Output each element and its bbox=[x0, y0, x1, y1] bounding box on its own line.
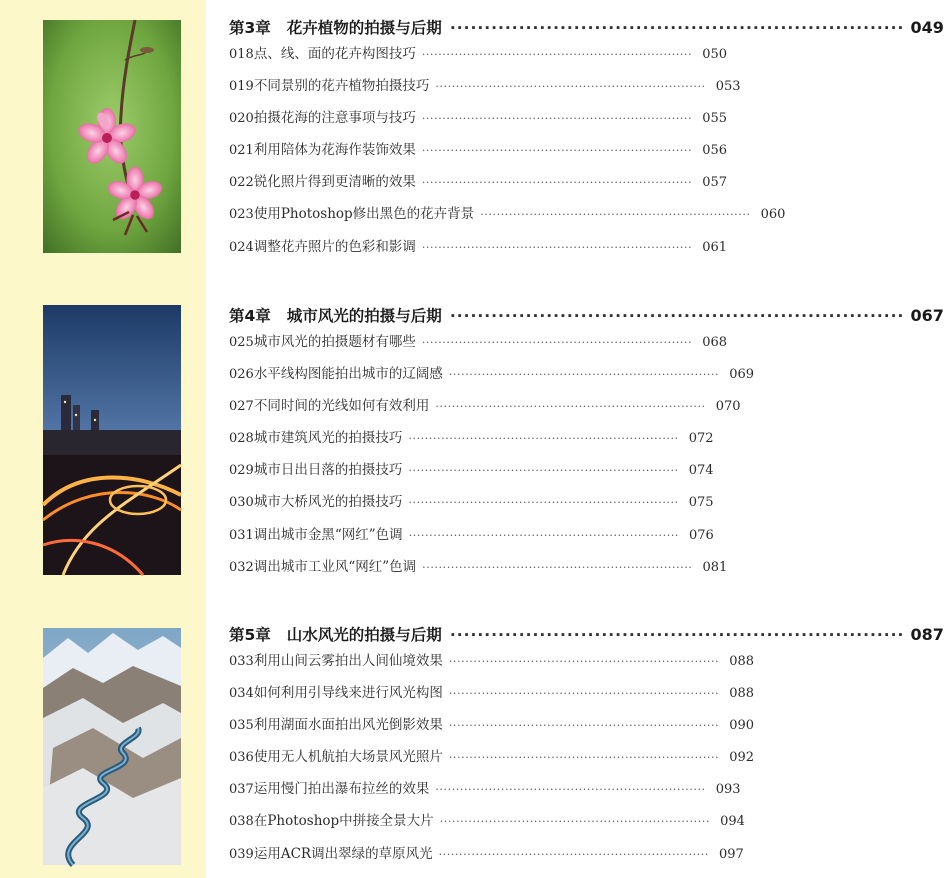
peach-blossom-photo bbox=[43, 20, 181, 253]
dot-leader: ·································································· bbox=[408, 464, 679, 478]
entry-number: 018 bbox=[229, 47, 254, 62]
toc-entry[interactable] bbox=[229, 42, 728, 74]
entry-page: 090 bbox=[729, 718, 755, 734]
entry-number: 027 bbox=[229, 399, 254, 415]
entry-title: 在Photoshop中拼接全景大片 bbox=[253, 813, 434, 830]
entry-title: 如何利用引导线来进行风光构图 bbox=[253, 685, 443, 702]
entry-number: 022 bbox=[229, 175, 254, 191]
entry-page: 094 bbox=[720, 814, 745, 830]
toc-entry[interactable] bbox=[229, 681, 755, 713]
entry-page: 068 bbox=[702, 335, 728, 350]
entry-number: 039 bbox=[229, 846, 254, 862]
entry-number: 026 bbox=[229, 367, 254, 383]
entry-number: 025 bbox=[229, 335, 254, 350]
dot-leader: ·································································· bbox=[421, 336, 693, 349]
entry-title: 调整花卉照片的色彩和影调 bbox=[253, 238, 416, 255]
toc-entry[interactable] bbox=[229, 74, 741, 106]
entry-title: 调出城市工业风“网红”色调 bbox=[253, 558, 417, 575]
dot-leader: ·································································· bbox=[448, 719, 720, 733]
entry-title: 拍摄花海的注意事项与技巧 bbox=[253, 110, 416, 127]
entry-number: 031 bbox=[229, 527, 254, 543]
chapter-section bbox=[229, 16, 944, 267]
chapter-number: 第3章 bbox=[229, 19, 271, 37]
entry-number: 029 bbox=[229, 463, 254, 479]
toc-entry[interactable] bbox=[229, 809, 745, 841]
entry-number: 030 bbox=[229, 495, 254, 511]
toc-entry[interactable] bbox=[229, 458, 714, 490]
entry-page: 057 bbox=[702, 175, 728, 191]
entry-number: 037 bbox=[229, 782, 254, 798]
dot-leader: ·································································· bbox=[448, 368, 720, 382]
city-night-photo bbox=[43, 305, 181, 575]
toc-entry[interactable] bbox=[229, 202, 786, 234]
entry-title: 调出城市金黑“网红”色调 bbox=[253, 526, 403, 543]
dot-leader: ·································································· bbox=[449, 626, 905, 644]
entry-page: 092 bbox=[729, 750, 755, 766]
entry-number: 032 bbox=[229, 559, 254, 575]
entry-number: 019 bbox=[229, 79, 254, 95]
dot-leader: ·································································· bbox=[449, 307, 905, 325]
toc-entry[interactable] bbox=[229, 713, 755, 745]
entry-title: 不同时间的光线如何有效利用 bbox=[253, 398, 430, 415]
entry-number: 034 bbox=[229, 686, 254, 702]
entry-page: 061 bbox=[702, 239, 728, 255]
dot-leader: ·································································· bbox=[421, 112, 693, 126]
dot-leader: ·································································· bbox=[422, 560, 693, 574]
toc-entry[interactable] bbox=[229, 426, 714, 458]
entry-title: 水平线构图能拍出城市的辽阔感 bbox=[253, 366, 443, 383]
entry-title: 不同景别的花卉植物拍摄技巧 bbox=[253, 78, 430, 95]
entry-page: 060 bbox=[760, 207, 786, 223]
dot-leader: ·································································· bbox=[408, 432, 679, 446]
entry-title: 使用Photoshop修出黑色的花卉背景 bbox=[253, 206, 475, 223]
dot-leader: ·································································· bbox=[421, 144, 693, 158]
chapter-page: 049 bbox=[910, 18, 944, 37]
entry-page: 081 bbox=[702, 559, 728, 575]
entry-page: 074 bbox=[688, 463, 714, 479]
entry-page: 055 bbox=[702, 111, 728, 127]
mountain-road-photo bbox=[43, 628, 181, 865]
dot-leader: ·································································· bbox=[438, 847, 709, 861]
chapter-number: 第5章 bbox=[229, 626, 271, 644]
entry-page: 070 bbox=[715, 399, 741, 415]
entry-page: 053 bbox=[715, 79, 741, 95]
toc-entry[interactable] bbox=[229, 330, 728, 362]
entry-number: 033 bbox=[229, 654, 254, 669]
dot-leader: ·································································· bbox=[421, 240, 693, 254]
dot-leader: ·································································· bbox=[448, 687, 720, 701]
toc-entry[interactable] bbox=[229, 777, 741, 809]
toc-entry[interactable] bbox=[229, 138, 728, 170]
entry-number: 023 bbox=[229, 207, 254, 223]
dot-leader: ·································································· bbox=[439, 815, 711, 829]
chapter-number: 第4章 bbox=[229, 307, 271, 325]
chapter-title: 花卉植物的拍摄与后期 bbox=[286, 19, 442, 37]
entry-page: 075 bbox=[688, 495, 714, 511]
entry-page: 069 bbox=[729, 367, 755, 383]
entry-title: 利用湖面水面拍出风光倒影效果 bbox=[253, 717, 443, 734]
dot-leader: ·································································· bbox=[408, 528, 680, 542]
entry-page: 088 bbox=[729, 654, 755, 669]
entry-number: 035 bbox=[229, 718, 254, 734]
entry-page: 093 bbox=[715, 782, 741, 798]
dot-leader: ·································································· bbox=[448, 655, 720, 668]
dot-leader: ·································································· bbox=[421, 48, 693, 61]
chapter-page: 067 bbox=[910, 306, 944, 325]
chapter-heading[interactable] bbox=[229, 623, 944, 649]
entry-page: 088 bbox=[729, 686, 755, 702]
entry-page: 072 bbox=[688, 431, 714, 447]
entry-page: 050 bbox=[702, 47, 728, 62]
dot-leader: ·································································· bbox=[435, 400, 706, 414]
entry-number: 038 bbox=[229, 814, 254, 830]
entry-title: 点、线、面的花卉构图技巧 bbox=[253, 46, 416, 62]
toc-entry[interactable] bbox=[229, 555, 728, 587]
entry-title: 城市大桥风光的拍摄技巧 bbox=[253, 494, 403, 511]
chapter-page: 087 bbox=[910, 625, 944, 644]
entry-title: 城市日出日落的拍摄技巧 bbox=[253, 462, 403, 479]
dot-leader: ·································································· bbox=[435, 80, 706, 94]
toc-entry[interactable] bbox=[229, 745, 755, 777]
chapter-heading[interactable] bbox=[229, 304, 944, 330]
entry-number: 021 bbox=[229, 143, 254, 159]
entry-title: 运用ACR调出翠绿的草原风光 bbox=[253, 845, 433, 862]
dot-leader: ·································································· bbox=[480, 208, 751, 222]
toc-entry[interactable] bbox=[229, 523, 714, 555]
dot-leader: ·································································· bbox=[448, 751, 720, 765]
entry-page: 056 bbox=[702, 143, 728, 159]
toc-entry[interactable] bbox=[229, 490, 714, 522]
entry-page: 097 bbox=[718, 846, 744, 862]
chapter-section bbox=[229, 304, 944, 587]
entry-title: 利用山间云雾拍出人间仙境效果 bbox=[253, 653, 443, 669]
chapter-title: 城市风光的拍摄与后期 bbox=[286, 307, 442, 325]
toc-entry[interactable] bbox=[229, 235, 728, 267]
entry-title: 城市风光的拍摄题材有哪些 bbox=[253, 334, 416, 350]
entry-title: 城市建筑风光的拍摄技巧 bbox=[253, 430, 403, 447]
entry-title: 运用慢门拍出瀑布拉丝的效果 bbox=[253, 781, 430, 798]
entry-title: 锐化照片得到更清晰的效果 bbox=[253, 174, 416, 191]
toc-entry[interactable] bbox=[229, 362, 755, 394]
toc-entry[interactable] bbox=[229, 842, 744, 874]
entry-title: 利用陪体为花海作装饰效果 bbox=[253, 142, 416, 159]
dot-leader: ·································································· bbox=[435, 783, 706, 797]
entry-title: 使用无人机航拍大场景风光照片 bbox=[253, 749, 443, 766]
chapter-title: 山水风光的拍摄与后期 bbox=[286, 626, 442, 644]
entry-number: 036 bbox=[229, 750, 254, 766]
dot-leader: ·································································· bbox=[421, 176, 693, 190]
entry-number: 024 bbox=[229, 239, 254, 255]
entry-page: 076 bbox=[689, 527, 714, 543]
entry-number: 020 bbox=[229, 111, 254, 127]
toc-entry[interactable] bbox=[229, 170, 728, 202]
toc-entry[interactable] bbox=[229, 649, 755, 681]
chapter-heading[interactable] bbox=[229, 16, 944, 42]
toc-entry[interactable] bbox=[229, 394, 741, 426]
toc-entry[interactable] bbox=[229, 106, 728, 138]
dot-leader: ·································································· bbox=[449, 19, 905, 37]
entry-number: 028 bbox=[229, 431, 254, 447]
chapter-section bbox=[229, 623, 944, 874]
dot-leader: ·································································· bbox=[408, 496, 679, 510]
